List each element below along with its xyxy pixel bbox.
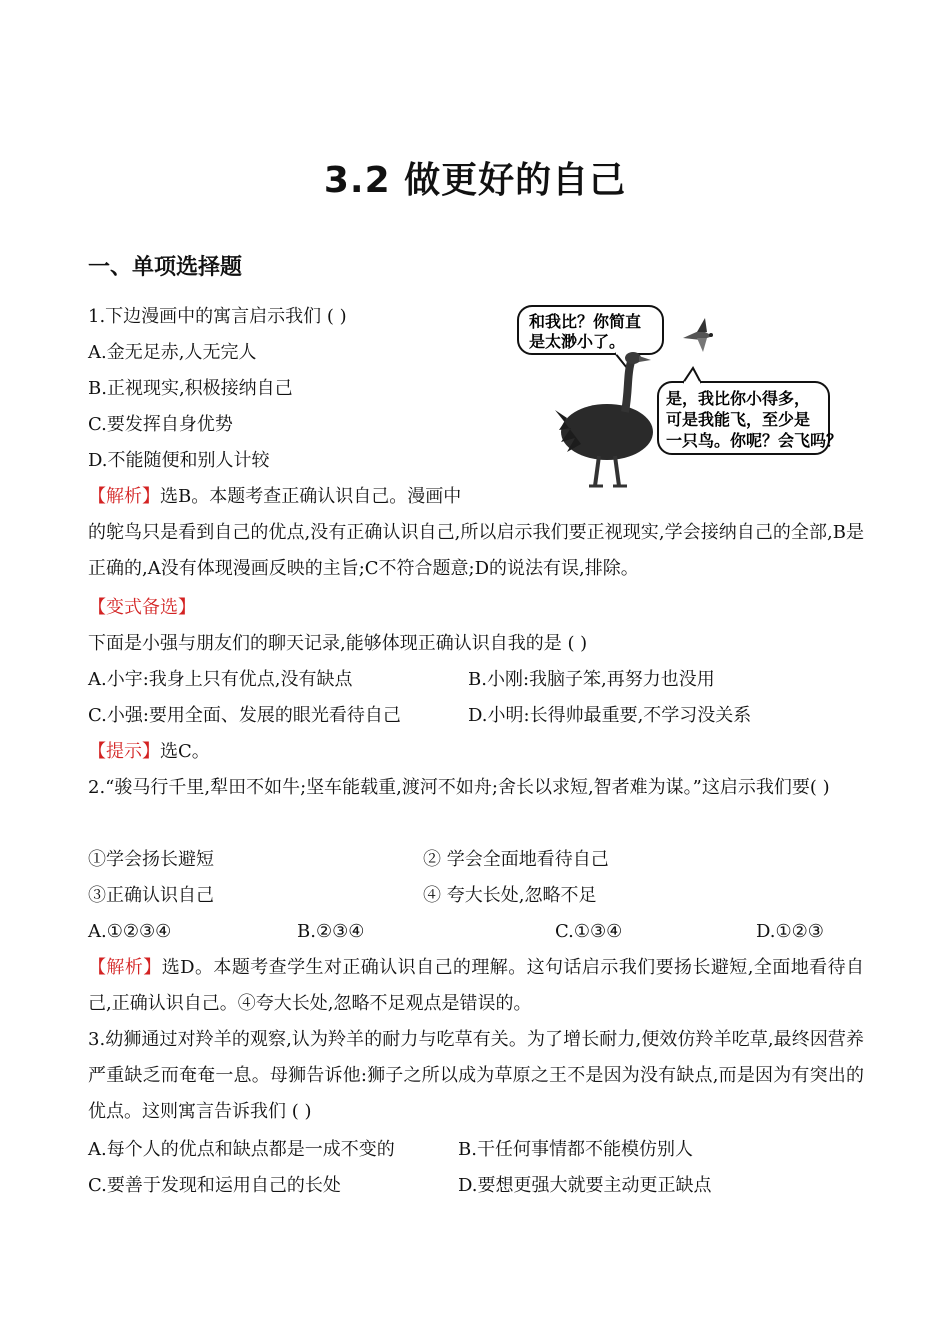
q2-item-3: ③正确认识自己 bbox=[88, 885, 214, 906]
variant-hint bbox=[88, 740, 210, 764]
q2-analysis-tag: 【解析】 bbox=[88, 957, 162, 978]
variant-option-d: D.小明:长得帅最重要,不学习没关系 bbox=[468, 705, 752, 726]
q2-analysis-text: 选D。本题考查学生对正确认识自己的理解。这句话启示我们要扬长避短,全面地看待自己,正确认识自己。④夸大长处,忽略不足观点是错误的。 bbox=[88, 957, 864, 1014]
q2-analysis bbox=[88, 950, 864, 1022]
ostrich-bird-cartoon bbox=[515, 290, 850, 490]
q1-option-d: D.不能随便和别人计较 bbox=[88, 450, 270, 471]
variant-option-b: B.小刚:我脑子笨,再努力也没用 bbox=[468, 669, 715, 690]
q2-option-c: C.①③④ bbox=[555, 921, 623, 942]
q3-option-b: B.干任何事情都不能模仿别人 bbox=[458, 1139, 693, 1160]
bubble1-line1: 和我比？你简直 bbox=[529, 312, 642, 331]
variant-option-c: C.小强:要用全面、发展的眼光看待自己 bbox=[88, 705, 401, 726]
hint-text: 选C。 bbox=[160, 741, 210, 762]
q3-option-c: C.要善于发现和运用自己的长处 bbox=[88, 1175, 341, 1196]
variant-option-a: A.小宇:我身上只有优点,没有缺点 bbox=[88, 669, 353, 690]
q3-option-d: D.要想更强大就要主动更正缺点 bbox=[458, 1175, 712, 1196]
q2-item-2: ② 学会全面地看待自己 bbox=[423, 849, 609, 870]
q2-option-b: B.②③④ bbox=[297, 921, 365, 942]
q1-option-a: A.金无足赤,人无完人 bbox=[88, 342, 257, 363]
q2-option-d: D.①②③ bbox=[756, 921, 824, 942]
q1-analysis-rest: 的鸵鸟只是看到自己的优点,没有正确认识自己,所以启示我们要正视现实,学会接纳自己的全部,B是正确的,A没有体现漫画反映的主旨;C不符合题意;D的说法有误,排除。 bbox=[88, 522, 864, 579]
bubble2-line2: 可是我能飞，至少是 bbox=[666, 410, 811, 429]
q1-analysis-line1 bbox=[88, 485, 461, 509]
hint-tag: 【提示】 bbox=[88, 741, 160, 762]
bubble2-line3: 一只鸟。你呢？会飞吗？ bbox=[666, 431, 843, 450]
q1-option-c: C.要发挥自身优势 bbox=[88, 414, 233, 435]
variant-tag: 【变式备选】 bbox=[88, 597, 196, 618]
bubble2-line1: 是，我比你小得多， bbox=[666, 389, 811, 408]
variant-stem: 下面是小强与朋友们的聊天记录,能够体现正确认识自我的是 ( ) bbox=[88, 633, 588, 654]
q2-item-1: ①学会扬长避短 bbox=[88, 849, 214, 870]
q1-option-b: B.正视现实,积极接纳自己 bbox=[88, 378, 293, 399]
q2-stem: 2.“骏马行千里,犁田不如牛;坚车能载重,渡河不如舟;舍长以求短,智者难为谋。”这启示我们要( ) bbox=[88, 777, 830, 798]
q2-item-4: ④ 夸大长处,忽略不足 bbox=[423, 885, 597, 906]
q1-stem: 1.下边漫画中的寓言启示我们 ( ) bbox=[88, 306, 347, 327]
bird-icon bbox=[683, 318, 713, 352]
page-title: 3.2 做更好的自己 bbox=[323, 160, 627, 201]
section-heading: 一、单项选择题 bbox=[88, 255, 243, 280]
q3-stem: 3.幼狮通过对羚羊的观察,认为羚羊的耐力与吃草有关。为了增长耐力,便效仿羚羊吃草,最终因营养严重缺乏而奄奄一息。母狮告诉他:狮子之所以成为草原之王不是因为没有缺点,而是因为有突出的优点。这则寓言告诉我们 ( ) bbox=[88, 1029, 864, 1122]
analysis-tag: 【解析】 bbox=[88, 486, 160, 507]
q2-option-a: A.①②③④ bbox=[88, 921, 172, 942]
q3-option-a: A.每个人的优点和缺点都是一成不变的 bbox=[88, 1139, 395, 1160]
q1-analysis-first: 选B。本题考查正确认识自己。漫画中 bbox=[160, 486, 462, 507]
bubble1-line2: 是太渺小了。 bbox=[529, 332, 626, 351]
ostrich-icon bbox=[555, 352, 653, 486]
